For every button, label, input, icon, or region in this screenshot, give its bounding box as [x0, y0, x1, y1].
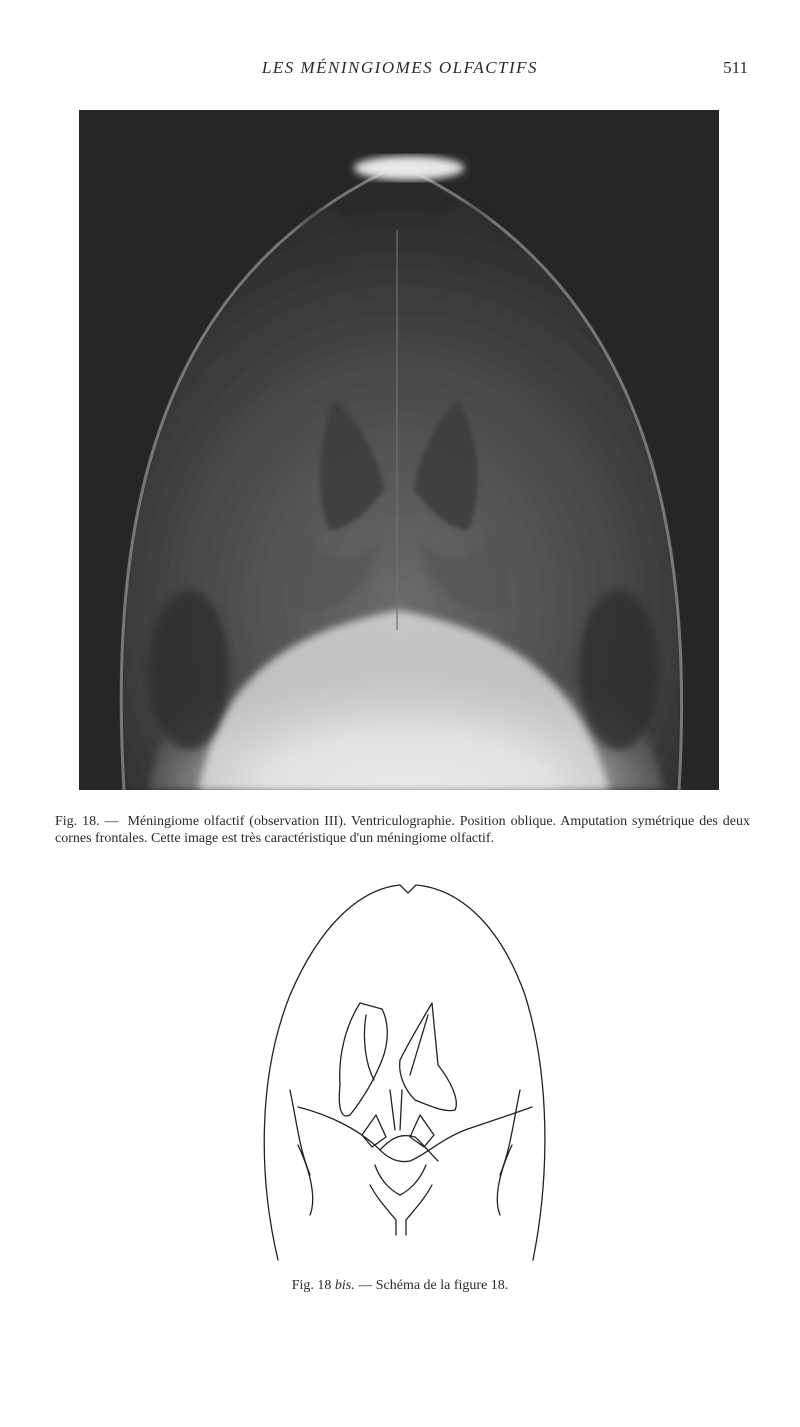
figure-18-label: Fig. 18. —	[55, 814, 119, 829]
figure-18-bis-label-italic: bis.	[334, 1278, 355, 1293]
figure-18-bis-caption-text: — Schéma de la figure 18.	[358, 1278, 509, 1293]
running-title: LES MÉNINGIOMES OLFACTIFS	[261, 58, 539, 77]
figure-18-caption	[55, 813, 750, 847]
figure-18-bis-schematic-drawing	[250, 875, 560, 1270]
ventriculography-xray-image	[79, 110, 719, 790]
figure-18-bis-label: Fig. 18	[291, 1278, 332, 1293]
page-number: 511	[723, 58, 748, 77]
figure-18-caption-text: Méningiome olfactif (observation III). Ventriculographie. Position oblique. Amputation symétrique des deux cornes frontales. Cette image est très caractéristique d'un méningiome olfactif.	[55, 814, 751, 846]
figure-18-bis-caption	[0, 1278, 800, 1294]
